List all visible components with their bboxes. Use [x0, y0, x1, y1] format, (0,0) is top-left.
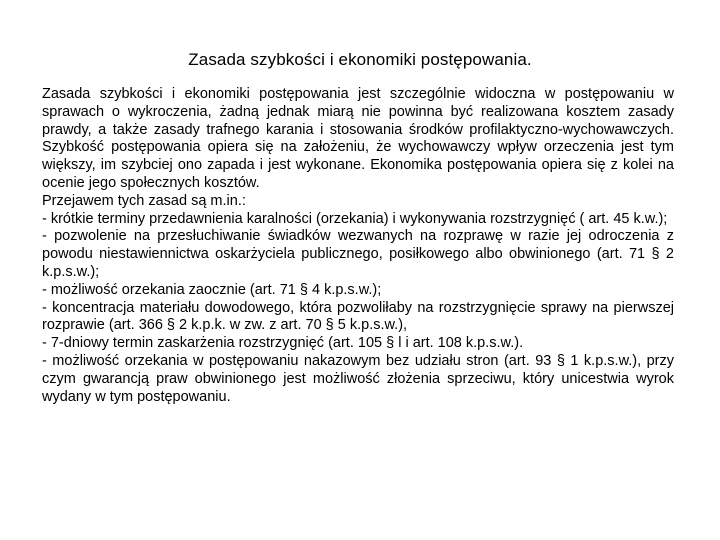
slide-title: Zasada szybkości i ekonomiki postępowania. [188, 50, 532, 69]
list-item: - krótkie terminy przedawnienia karalności (orzekania) i wykonywania rozstrzygnięć ( art. 45 k.w.); [42, 210, 668, 227]
list-item: - możliwość orzekania w postępowaniu nakazowym bez udziału stron (art. 93 § 1 k.p.s.w.), przy czym gwarancją praw obwinionego jest możliwość złożenia sprzeciwu, który unicestwia wyrok wydany w tym postępowaniu. [42, 352, 674, 405]
intro-paragraph: Zasada szybkości i ekonomiki postępowania jest szczególnie widoczna w postępowaniu w sprawach o wykroczenia, żadną jednak miarą nie powinna być realizowana kosztem zasady prawdy, a także zasady trafnego karania i stosowania środków profilaktyczno-wychowawczych. Szybkość postępowania opiera się na założeniu, że wychowawczy wpływ orzeczenia jest tym większy, im szybciej ono zapada i jest wykonane. Ekonomika postępowania opiera się z kolei na ocenie jego społecznych kosztów. [42, 86, 674, 191]
slide-body [42, 86, 674, 406]
list-intro: Przejawem tych zasad są m.in.: [42, 192, 246, 209]
list-item: - pozwolenie na przesłuchiwanie świadków wezwanych na rozprawę w razie jej odroczenia z powodu niestawiennictwa oskarżyciela publicznego, posiłkowego albo obwinionego (art. 71 § 2 k.p.s.w.); [42, 228, 674, 280]
list-item: - możliwość orzekania zaocznie (art. 71 § 4 k.p.s.w.); [42, 281, 382, 298]
list-item: - 7-dniowy termin zaskarżenia rozstrzygnięć (art. 105 § l i art. 108 k.p.s.w.). [42, 335, 524, 352]
list-item: - koncentracja materiału dowodowego, która pozwoliłaby na rozstrzygnięcie sprawy na pierwszej rozprawie (art. 366 § 2 k.p.k. w zw. z art. 70 § 5 k.p.s.w.), [42, 299, 674, 334]
